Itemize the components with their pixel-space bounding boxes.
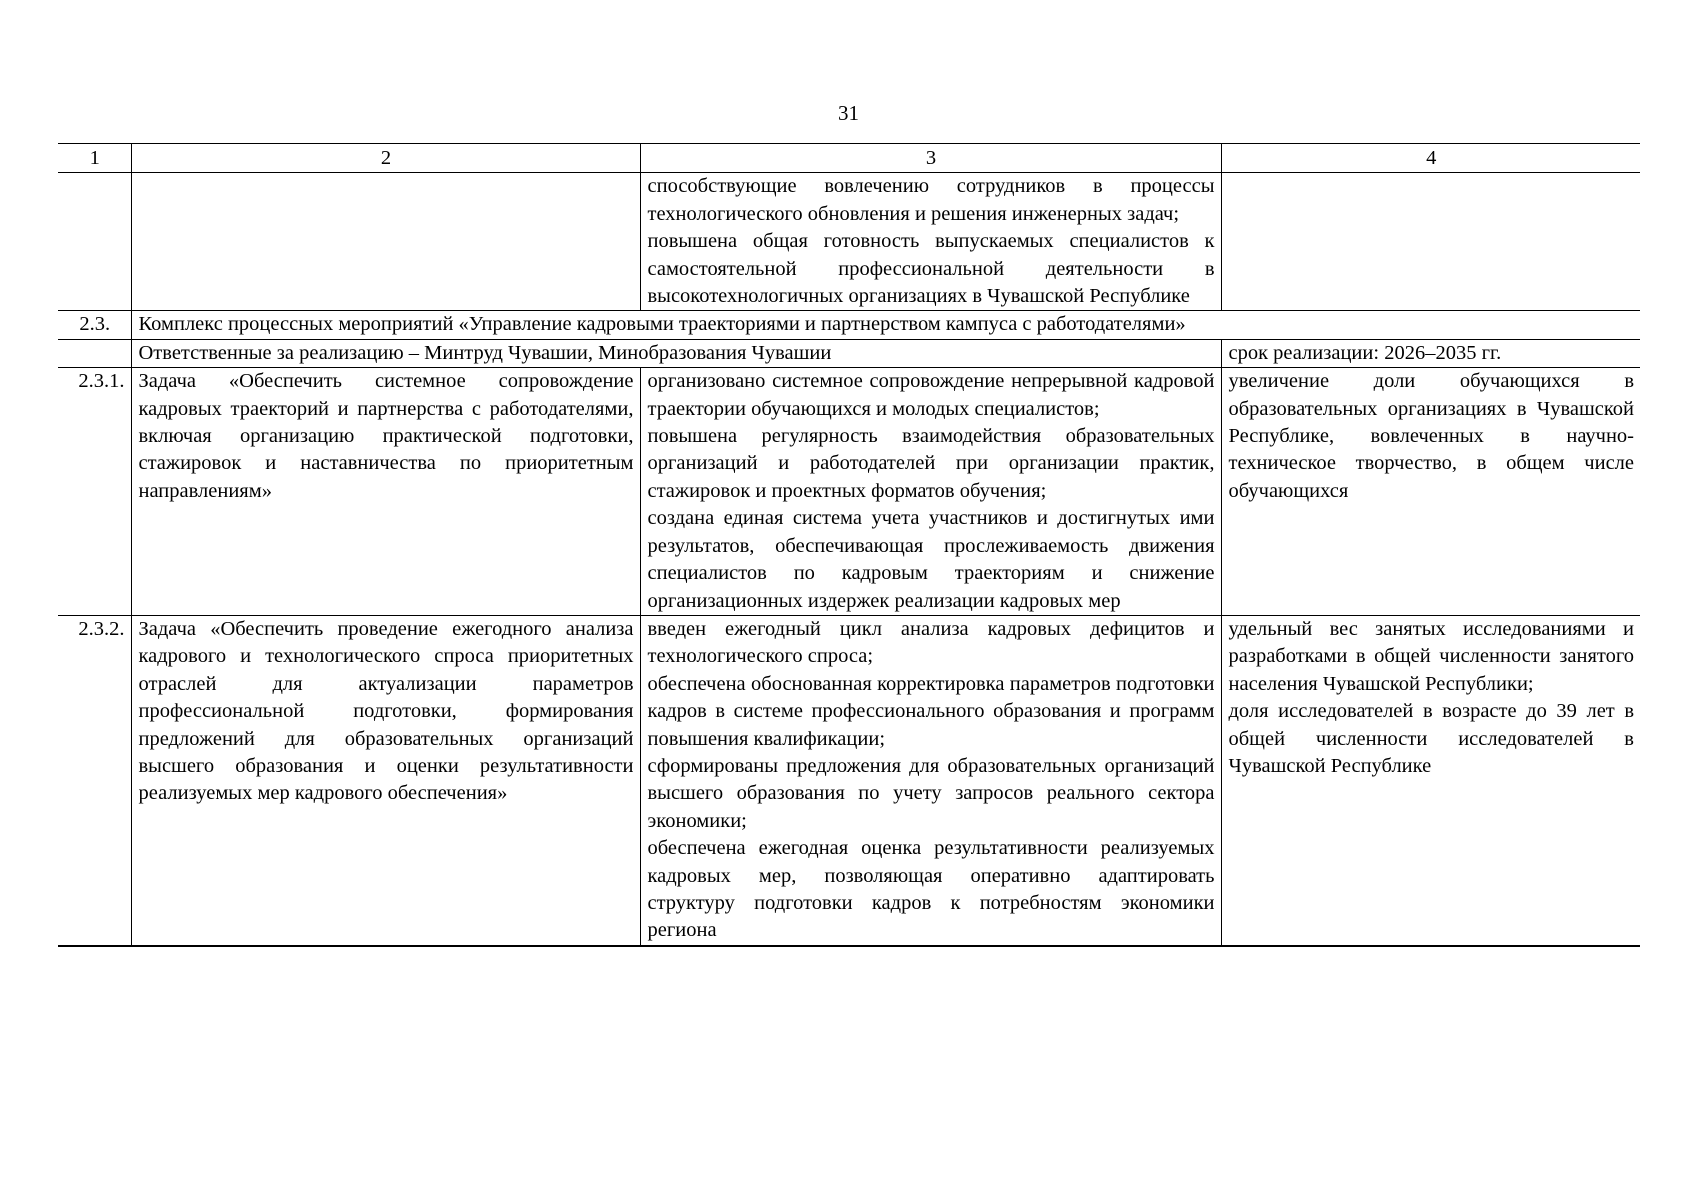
table-row-2-3-2 [58, 615, 1640, 945]
task-cell: Задача «Обеспечить системное сопровождение кадровых траекторий и партнерства с работодателями, включая организацию практической подготовки, стажировок и наставничества по приоритетным направлениям» [131, 368, 640, 616]
responsible-row [58, 339, 1640, 367]
indicator-item: увеличение доли обучающихся в образовательных организациях в Чувашской Республике, вовлеченных в научно-техническое творчество, в общем числе обучающихся [1228, 370, 1634, 502]
result-item: введен ежегодный цикл анализа кадровых дефицитов и технологического спроса; [647, 617, 1215, 668]
results-cell [640, 368, 1221, 616]
indicators-cell [1221, 368, 1640, 616]
indicators-cell [1221, 173, 1640, 311]
result-item: обеспечена ежегодная оценка результативности реализуемых кадровых мер, позволяющая оперативно адаптировать структуру подготовки кадров к потребностям экономики региона [647, 837, 1215, 942]
indicator-item: доля исследователей в возрасте до 39 лет в общей численности исследователей в Чувашской Республике [1228, 700, 1634, 777]
column-header-3: 3 [640, 144, 1221, 173]
indicator-item: удельный вес занятых исследованиями и разработками в общей численности занятого населения Чувашской Республики; [1228, 617, 1634, 695]
results-cell [640, 615, 1221, 945]
column-header-4: 4 [1221, 144, 1640, 173]
row-number: 2.3.1. [58, 368, 131, 616]
column-header-1: 1 [58, 144, 131, 173]
result-item: обеспечена обоснованная корректировка параметров подготовки кадров в системе профессионального образования и программ повышения квалификации; [647, 672, 1215, 750]
results-cell [640, 173, 1221, 311]
result-item: повышена регулярность взаимодействия образовательных организаций и работодателей при организации практик, стажировок и проектных форматов обучения; [647, 425, 1215, 502]
section-row-2-3 [58, 311, 1640, 339]
result-item: способствующие вовлечению сотрудников в процессы технологического обновления и решения инженерных задач; [647, 175, 1215, 225]
row-number-cell [58, 339, 131, 367]
section-title: Комплекс процессных мероприятий «Управление кадровыми траекториями и партнерством кампуса с работодателями» [131, 311, 1640, 339]
row-number: 2.3.2. [58, 615, 131, 945]
implementation-term: срок реализации: 2026–2035 гг. [1221, 339, 1640, 367]
result-item: создана единая система учета участников и достигнутых ими результатов, обеспечивающая прослеживаемость движения специалистов по кадровым траекториям и снижение организационных издержек реализации кадровых мер [647, 507, 1215, 612]
indicators-cell [1221, 615, 1640, 945]
table-row-continuation [58, 173, 1640, 311]
task-cell: Задача «Обеспечить проведение ежегодного анализа кадрового и технологического спроса приоритетных отраслей для актуализации параметров профессиональной подготовки, формирования предложений для образовательных организаций высшего образования и оценки результативности реализуемых мер кадрового обеспечения» [131, 615, 640, 945]
table-header-row [58, 144, 1640, 173]
row-number-cell [58, 173, 131, 311]
section-number: 2.3. [58, 311, 131, 339]
measures-table [58, 143, 1640, 947]
task-cell [131, 173, 640, 311]
table-row-2-3-1 [58, 368, 1640, 616]
result-item: организовано системное сопровождение непрерывной кадровой траектории обучающихся и молодых специалистов; [647, 370, 1215, 420]
result-item: сформированы предложения для образовательных организаций высшего образования по учету запросов реального сектора экономики; [647, 754, 1215, 832]
column-header-2: 2 [131, 144, 640, 173]
page-number: 31 [838, 101, 859, 125]
responsible-text: Ответственные за реализацию – Минтруд Чувашии, Минобразования Чувашии [131, 339, 1221, 367]
result-item: повышена общая готовность выпускаемых специалистов к самостоятельной профессиональной деятельности в высокотехнологичных организациях в Чувашской Республике [647, 230, 1215, 308]
